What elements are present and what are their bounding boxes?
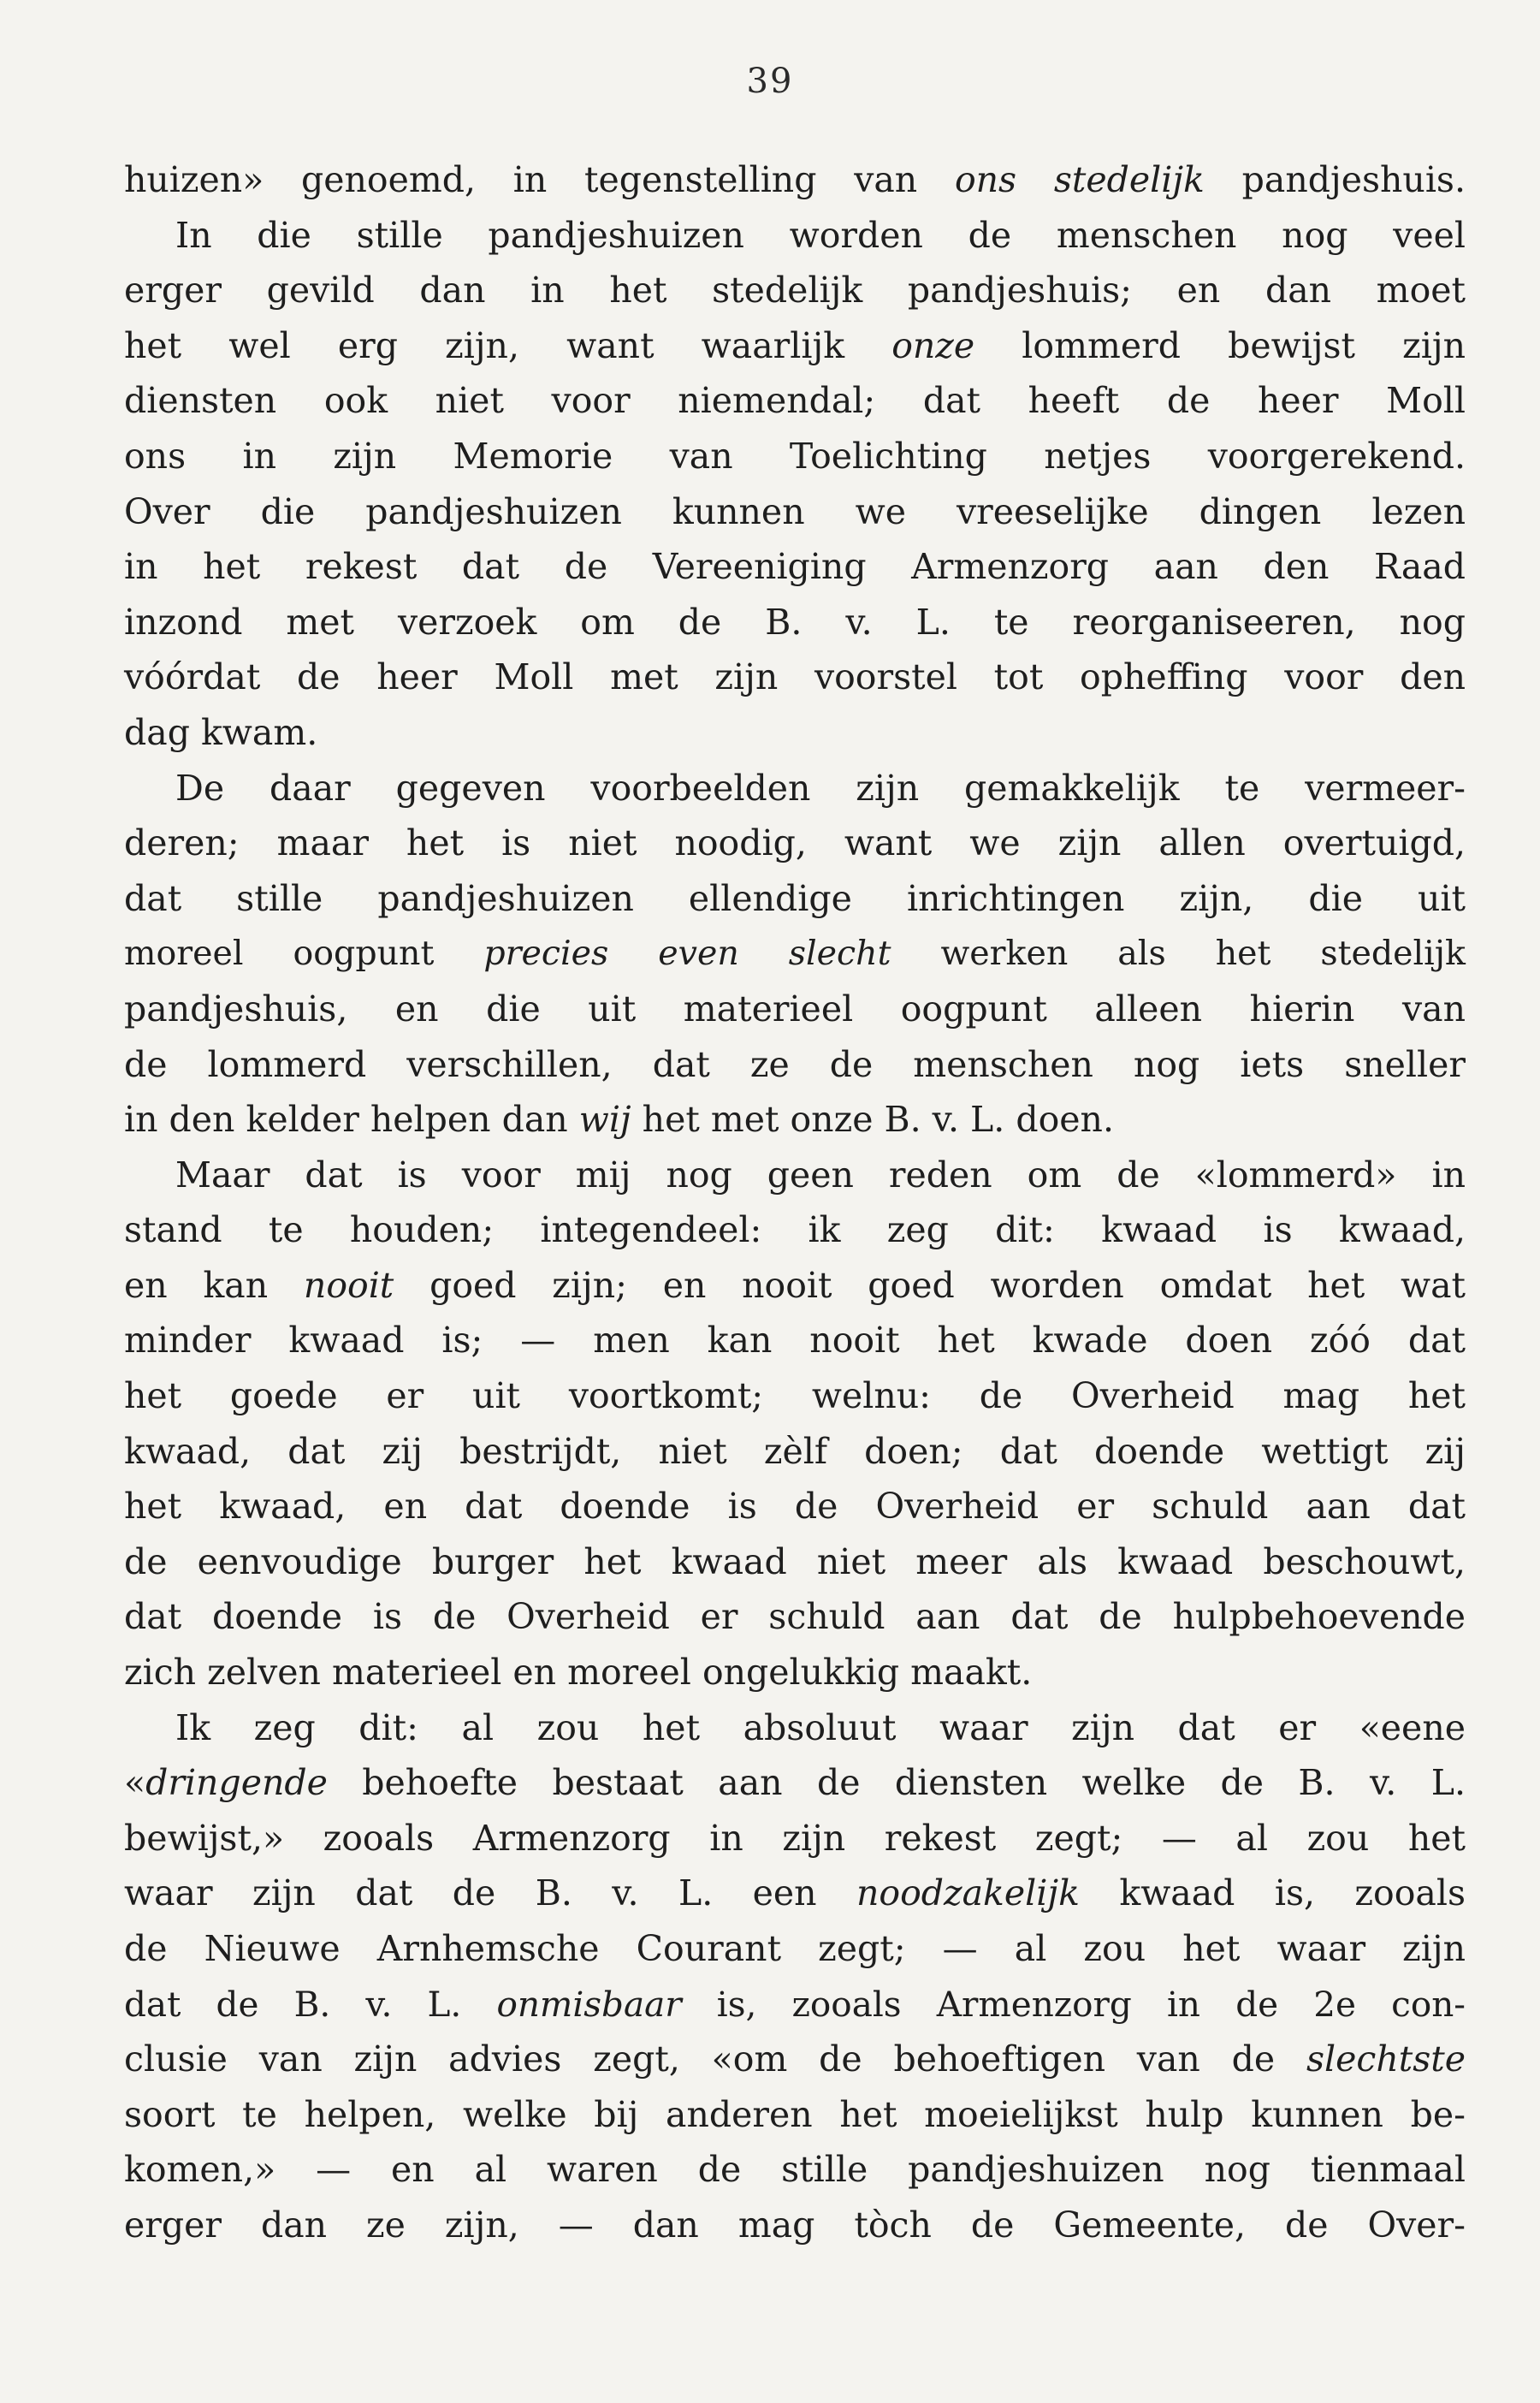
italic-text: nooit [303,1264,394,1306]
text-segment: zich zelven materieel en moreel ongelukkig maakt. [124,1652,1033,1694]
text-segment: dat stille pandjeshuizen ellendige inrichtingen zijn, die uit [124,877,1466,919]
text-line [124,1368,1466,1424]
text-line [124,761,1466,816]
text-segment: erger dan ze zijn, — dan mag tòch de Gemeente, de Over- [124,2204,1466,2246]
text-segment: goed zijn; en nooit goed worden omdat het wat [394,1264,1466,1306]
text-segment: lommerd bewijst zijn [974,324,1466,366]
text-segment: diensten ook niet voor niemendal; dat heeft de heer Moll [124,380,1466,422]
text-segment: dag kwam. [124,711,318,753]
text-line [124,152,1466,208]
text-line [124,2087,1466,2143]
text-segment: In die stille pandjeshuizen worden de menschen nog veel [175,214,1466,256]
text-line [124,1424,1466,1480]
text-segment: waar zijn dat de B. v. L. een [124,1872,856,1914]
text-segment: minder kwaad is; — men kan nooit het kwade doen zóó dat [124,1320,1466,1362]
text-line [124,2198,1466,2253]
text-line [124,1202,1466,1258]
text-segment: inzond met verzoek om de B. v. L. te reorganiseeren, nog [124,601,1466,643]
text-line [124,1811,1466,1866]
text-line [124,1037,1466,1093]
text-line [124,595,1466,650]
text-segment: huizen» genoemd, in tegenstelling van [124,159,955,200]
text-line [124,2142,1466,2198]
italic-text: onze [891,324,975,366]
text-segment: pandjeshuis, en die uit materieel oogpunt alleen hierin van [124,988,1466,1029]
italic-text: onmisbaar [496,1983,682,2025]
text-line [124,1700,1466,1756]
italic-text: noodzakelijk [856,1872,1080,1914]
text-line [124,1479,1466,1534]
text-line [124,1313,1466,1368]
text-line [124,1092,1466,1148]
text-line [124,705,1466,761]
text-segment: het met onze B. v. L. doen. [631,1099,1114,1141]
text-line [124,318,1466,374]
text-line [124,1645,1466,1700]
text-line [124,816,1466,871]
text-line [124,429,1466,484]
text-line [124,1755,1466,1811]
text-segment: pandjeshuis. [1204,159,1466,200]
text-line [124,1534,1466,1590]
text-line [124,1258,1466,1314]
text-segment: dat de B. v. L. [124,1983,497,2025]
text-segment: deren; maar het is niet noodig, want we zijn allen overtuigd, [124,822,1466,864]
text-line [124,373,1466,429]
text-segment: in den kelder helpen dan [124,1099,579,1141]
text-segment: Ik zeg dit: al zou het absoluut waar zijn dat er «eene [175,1706,1466,1748]
text-segment: de eenvoudige burger het kwaad niet meer als kwaad beschouwt, [124,1540,1466,1582]
italic-text: precies even slecht [483,934,891,974]
text-segment: dat doende is de Overheid er schuld aan dat de hulpbehoevende [124,1596,1466,1638]
text-segment: het goede er uit voortkomt; welnu: de Overheid mag het [124,1375,1466,1417]
text-line [124,208,1466,264]
text-line [124,484,1466,540]
text-segment: behoefte bestaat aan de diensten welke de B. v. L. [327,1762,1466,1804]
text-segment: kwaad, dat zij bestrijdt, niet zèlf doen; dat doende wettigt zij [124,1430,1466,1472]
text-segment: moreel oogpunt [124,934,484,974]
text-segment: in het rekest dat de Vereeniging Armenzorg aan den Raad [124,546,1466,588]
text-segment: clusie van zijn advies zegt, «om de behoeftigen van de [124,2038,1306,2080]
text-line [124,871,1466,927]
text-line [124,650,1466,705]
text-line [124,539,1466,595]
italic-text: slechtste [1306,2038,1466,2080]
text-line [124,1148,1466,1203]
text-segment: vóórdat de heer Moll met zijn voorstel tot opheffing voor den [124,656,1466,698]
text-segment: het wel erg zijn, want waarlijk [124,324,892,366]
text-segment: kwaad is, zooals [1079,1872,1466,1914]
text-segment: komen,» — en al waren de stille pandjeshuizen nog tienmaal [124,2149,1466,2191]
text-segment: De daar gegeven voorbeelden zijn gemakkelijk te vermeer- [175,767,1466,809]
text-segment: de Nieuwe Arnhemsche Courant zegt; — al zou het waar zijn [124,1928,1466,1969]
text-segment: Maar dat is voor mij nog geen reden om de «lommerd» in [175,1154,1466,1196]
text-segment: soort te helpen, welke bij anderen het moeielijkst hulp kunnen be- [124,2093,1466,2135]
text-line [124,263,1466,318]
italic-text: dringende [145,1762,328,1804]
text-segment: stand te houden; integendeel: ik zeg dit: kwaad is kwaad, [124,1209,1466,1251]
text-segment: het kwaad, en dat doende is de Overheid er schuld aan dat [124,1486,1466,1528]
text-segment: ons in zijn Memorie van Toelichting netjes voorgerekend. [124,435,1466,477]
text-line [124,1866,1466,1921]
italic-text: wij [578,1099,631,1141]
text-line [124,926,1466,982]
text-segment: bewijst,» zooals Armenzorg in zijn rekest zegt; — al zou het [124,1817,1466,1859]
body-text [124,152,1466,2253]
text-line [124,2032,1466,2087]
text-segment: is, zooals Armenzorg in de 2e con- [681,1983,1466,2025]
page-number: 39 [746,62,794,101]
text-segment: erger gevild dan in het stedelijk pandjeshuis; en dan moet [124,270,1466,312]
text-segment: de lommerd verschillen, dat ze de menschen nog iets sneller [124,1043,1466,1085]
text-line [124,1589,1466,1645]
text-line [124,1977,1466,2032]
text-segment: Over die pandjeshuizen kunnen we vreeselijke dingen lezen [124,490,1466,532]
text-segment: « [124,1762,146,1804]
text-line [124,982,1466,1037]
italic-text: ons stedelijk [954,159,1205,200]
text-line [124,1921,1466,1977]
text-segment: en kan [124,1264,304,1306]
text-segment: werken als het stedelijk [891,934,1466,974]
